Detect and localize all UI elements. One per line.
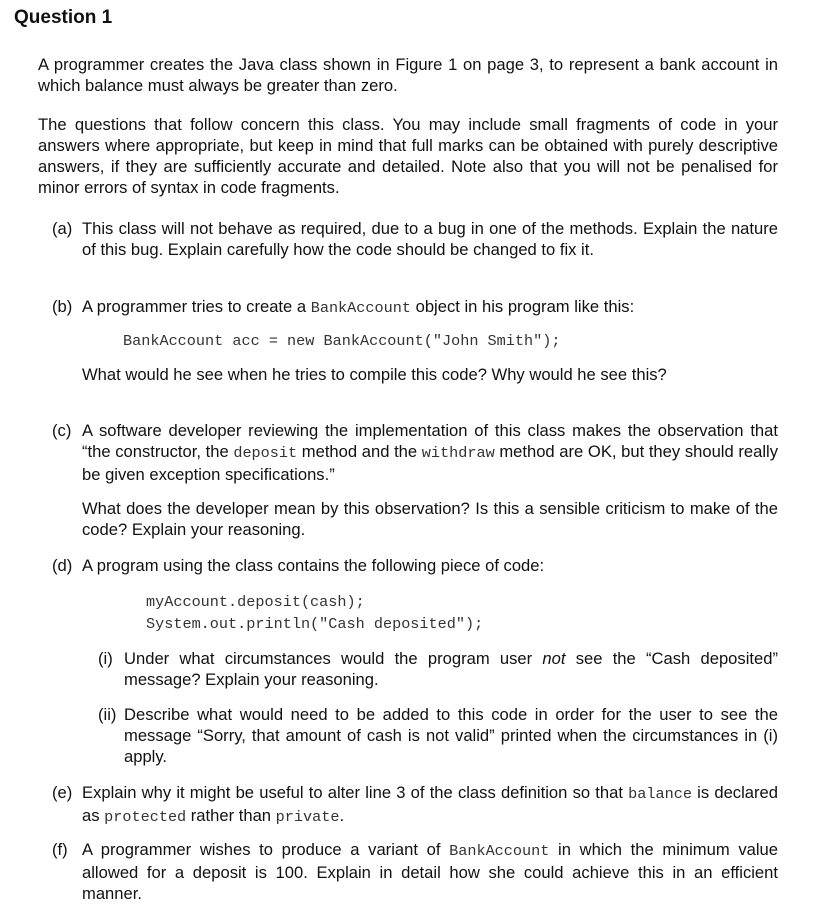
- part-b-label: (b): [52, 297, 73, 316]
- question-heading: Question 1: [14, 7, 113, 28]
- part-d-i-text: Under what circumstances would the program user not see the “Cash deposited” message? Explain your reasoning.: [124, 649, 778, 689]
- part-a-label: (a): [52, 219, 73, 238]
- part-d-ii-text: Describe what would need to be added to this code in order for the user to see the message “Sorry, that amount of cash is not valid” printed when the circumstances in (i) apply.: [124, 705, 778, 766]
- inline-code: balance: [628, 785, 692, 803]
- inline-code: BankAccount: [310, 299, 411, 317]
- intro-paragraph-1: A programmer creates the Java class shown in Figure 1 on page 3, to represent a bank account in which balance must always be greater than zero.: [38, 55, 778, 95]
- part-d-text: A program using the class contains the following piece of code:: [82, 556, 545, 575]
- question-part-c: [52, 420, 778, 485]
- part-e-label: (e): [52, 783, 73, 802]
- question-part-d-ii: [98, 704, 778, 767]
- part-c-followup: What does the developer mean by this observation? Is this a sensible criticism to make of the code? Explain your reasoning.: [82, 499, 778, 539]
- part-d-ii-label: (ii): [98, 705, 117, 724]
- question-part-b: [52, 296, 778, 319]
- inline-code: withdraw: [421, 444, 495, 462]
- inline-code: deposit: [233, 444, 298, 462]
- part-f-text: A programmer wishes to produce a variant of BankAccount in which the minimum value allowed for a deposit is 100. Explain in detail how she could achieve this in an efficient manner.: [82, 840, 778, 903]
- question-part-e: [52, 782, 778, 828]
- part-c-text: A software developer reviewing the implementation of this class makes the observation that “the constructor, the deposit method and the withdraw method are OK, but they should really be given exception specifications.”: [82, 421, 778, 484]
- part-c-label: (c): [52, 421, 72, 440]
- intro-paragraph-2: The questions that follow concern this class. You may include small fragments of code in your answers where appropriate, but keep in mind that full marks can be obtained with purely descriptive answers, if they are sufficiently accurate and detailed. Note also that you will not be penalised for minor errors of syntax in code fragments.: [38, 115, 778, 197]
- part-d-label: (d): [52, 556, 73, 575]
- question-part-a: [52, 218, 778, 260]
- code-block-d-line-1: myAccount.deposit(cash);: [146, 593, 365, 611]
- inline-code: BankAccount: [449, 842, 550, 860]
- part-f-label: (f): [52, 840, 68, 859]
- question-part-f: [52, 839, 778, 904]
- code-block-b: BankAccount acc = new BankAccount("John Smith");: [123, 332, 561, 350]
- part-e-text: Explain why it might be useful to alter line 3 of the class definition so that balance is declared as protected rather than private.: [82, 783, 779, 826]
- question-part-d: [52, 555, 778, 576]
- code-block-d-line-2: System.out.println("Cash deposited");: [146, 615, 484, 633]
- inline-code: private: [275, 808, 340, 826]
- part-b-followup: What would he see when he tries to compile this code? Why would he see this?: [82, 365, 667, 384]
- part-a-text: This class will not behave as required, due to a bug in one of the methods. Explain the nature of this bug. Explain carefully how the code should be changed to fix it.: [82, 219, 778, 259]
- inline-code: protected: [104, 808, 187, 826]
- question-part-d-i: [98, 648, 778, 690]
- part-d-i-label: (i): [98, 649, 113, 668]
- part-b-text: A programmer tries to create a BankAccount object in his program like this:: [82, 297, 635, 317]
